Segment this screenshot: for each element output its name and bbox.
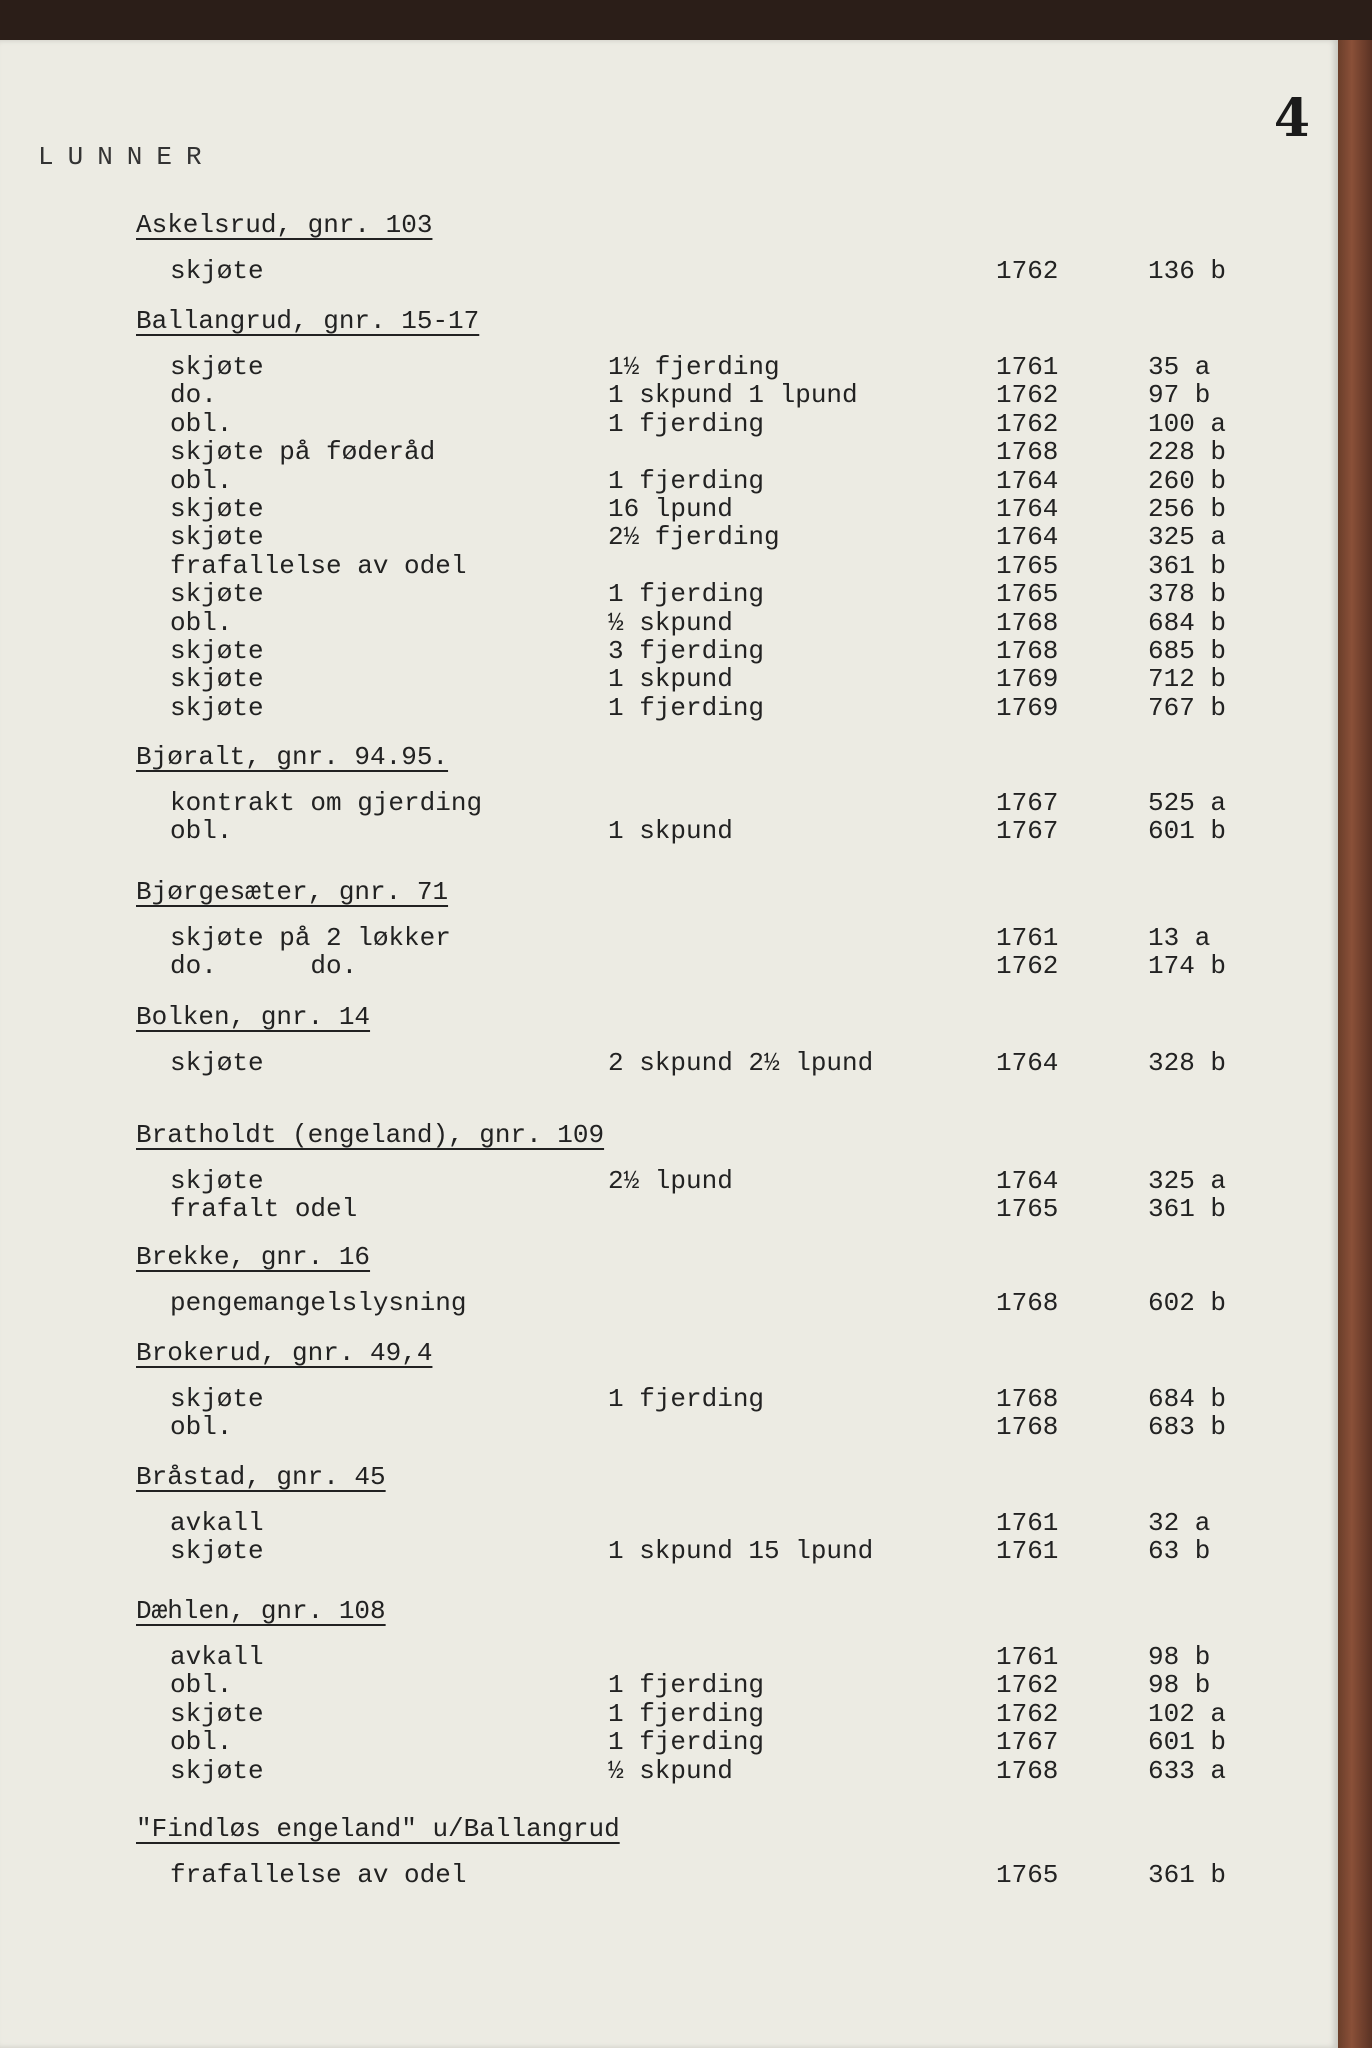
record-row [0,437,1338,468]
document-type: skjøte [170,494,264,524]
record-year: 1765 [996,550,1059,581]
record-year: 1762 [996,256,1059,286]
folio-reference: 256 b [1148,494,1227,524]
folio-reference: 32 a [1148,1508,1211,1538]
record-row [0,1166,1338,1194]
farm-heading: Bjørgesæter, gnr. 71 [136,877,449,907]
document-type: skjøte [170,664,264,695]
land-amount: 1 fjerding [608,408,765,439]
document-type: obl. [170,607,233,638]
record-year: 1761 [996,1508,1059,1538]
record-year: 1768 [996,1288,1059,1318]
farm-heading: Dæhlen, gnr. 108 [136,1596,386,1626]
record-row [0,380,1338,411]
record-year: 1768 [996,636,1059,666]
record-row [0,664,1338,695]
record-year: 1765 [996,1860,1059,1890]
record-year: 1768 [996,1384,1059,1414]
farm-heading: Askelsrud, gnr. 103 [136,210,433,240]
document-type: skjøte [170,352,264,382]
folio-reference: 685 b [1148,636,1227,666]
document-type: do. do. [170,951,358,982]
record-row [0,494,1338,522]
land-amount: 1 fjerding [608,1670,765,1701]
record-row [0,1860,1338,1888]
record-row [0,1727,1338,1758]
farm-heading: Bolken, gnr. 14 [136,1002,371,1032]
land-amount: ½ skpund [608,1755,733,1786]
document-type: skjøte [170,256,264,286]
document-type: obl. [170,465,233,496]
record-row [0,608,1338,636]
farm-heading: "Findløs engeland" u/Ballangrud [136,1814,620,1844]
document-type: kontrakt om gjerding [170,788,483,818]
document-page [0,40,1338,2048]
land-amount: 2½ lpund [608,1166,733,1196]
scanner-top-strip [0,0,1372,40]
record-row [0,816,1338,847]
record-year: 1764 [996,494,1059,524]
folio-reference: 525 a [1148,788,1227,818]
record-row [0,1048,1338,1076]
record-row [0,1756,1338,1784]
folio-reference: 63 b [1148,1536,1211,1567]
folio-reference: 260 b [1148,465,1227,496]
farm-heading: Brokerud, gnr. 49,4 [136,1338,433,1368]
record-row [0,1670,1338,1701]
land-amount: 2½ fjerding [608,522,780,553]
folio-reference: 601 b [1148,816,1227,847]
document-type: skjøte [170,1536,264,1567]
document-type: obl. [170,408,233,439]
land-amount: 1½ fjerding [608,352,780,382]
record-row [0,352,1338,380]
record-row [0,1194,1338,1225]
record-row [0,788,1338,816]
document-type: obl. [170,816,233,847]
record-row [0,923,1338,951]
record-year: 1764 [996,522,1059,553]
record-row [0,579,1338,610]
land-amount: 1 skpund [608,664,733,695]
land-amount: 1 fjerding [608,465,765,496]
folio-reference: 361 b [1148,550,1227,581]
record-row [0,1412,1338,1443]
folio-reference: 633 a [1148,1755,1227,1786]
record-row [0,522,1338,553]
book-binding-edge [1338,40,1372,2048]
record-year: 1767 [996,1727,1059,1758]
land-amount: 3 fjerding [608,636,765,666]
land-amount: 1 skpund 15 lpund [608,1536,874,1567]
record-year: 1762 [996,951,1059,982]
folio-reference: 361 b [1148,1194,1227,1225]
record-row [0,466,1338,494]
record-year: 1769 [996,692,1059,723]
record-row [0,1699,1338,1727]
document-type: skjøte [170,1048,264,1078]
document-type: obl. [170,1670,233,1701]
page-number: 4 [1273,88,1310,149]
folio-reference: 13 a [1148,923,1211,953]
folio-reference: 361 b [1148,1860,1227,1890]
record-row [0,409,1338,437]
land-amount: 1 fjerding [608,692,765,723]
land-amount: ½ skpund [608,607,733,638]
document-type: skjøte [170,522,264,553]
document-type: obl. [170,1412,233,1443]
document-type: skjøte på føderåd [170,437,436,468]
record-row [0,1536,1338,1567]
record-year: 1769 [996,664,1059,695]
folio-reference: 325 a [1148,522,1227,553]
farm-heading: Bratholdt (engeland), gnr. 109 [136,1120,605,1150]
record-year: 1765 [996,1194,1059,1225]
folio-reference: 228 b [1148,437,1227,468]
record-year: 1768 [996,437,1059,468]
document-type: avkall [170,1642,264,1672]
record-year: 1764 [996,1166,1059,1196]
farm-heading: Bjøralt, gnr. 94.95. [136,742,449,772]
folio-reference: 712 b [1148,664,1227,695]
document-type: frafallelse av odel [170,1860,467,1890]
land-amount: 1 fjerding [608,1698,765,1729]
folio-reference: 683 b [1148,1412,1227,1443]
folio-reference: 767 b [1148,692,1227,723]
record-year: 1762 [996,408,1059,439]
folio-reference: 97 b [1148,380,1211,411]
record-row [0,551,1338,579]
folio-reference: 136 b [1148,256,1227,286]
record-year: 1761 [996,1642,1059,1672]
record-year: 1764 [996,465,1059,496]
document-type: pengemangelslysning [170,1288,467,1318]
record-row [0,693,1338,721]
farm-heading: Brekke, gnr. 16 [136,1242,371,1272]
document-type: frafallelse av odel [170,550,467,581]
record-year: 1767 [996,816,1059,847]
record-year: 1768 [996,607,1059,638]
record-row [0,1288,1338,1316]
document-type: skjøte [170,579,264,610]
record-year: 1762 [996,1670,1059,1701]
record-year: 1761 [996,923,1059,953]
register-content [0,40,1338,2048]
land-amount: 1 skpund 1 lpund [608,380,858,411]
document-type: skjøte [170,1384,264,1414]
record-year: 1765 [996,579,1059,610]
document-type: skjøte [170,1166,264,1196]
land-amount: 1 fjerding [608,579,765,610]
land-amount: 1 fjerding [608,1727,765,1758]
land-amount: 16 lpund [608,494,733,524]
record-row [0,636,1338,664]
folio-reference: 102 a [1148,1698,1227,1729]
folio-reference: 100 a [1148,408,1227,439]
folio-reference: 174 b [1148,951,1227,982]
folio-reference: 35 a [1148,352,1211,382]
document-type: do. [170,380,217,411]
folio-reference: 684 b [1148,607,1227,638]
folio-reference: 684 b [1148,1384,1227,1414]
folio-reference: 328 b [1148,1048,1227,1078]
document-type: skjøte [170,692,264,723]
land-amount: 2 skpund 2½ lpund [608,1048,874,1078]
record-row [0,256,1338,284]
record-year: 1768 [996,1412,1059,1443]
folio-reference: 325 a [1148,1166,1227,1196]
document-type: skjøte på 2 løkker [170,923,451,953]
record-year: 1768 [996,1755,1059,1786]
farm-heading: Ballangrud, gnr. 15-17 [136,306,480,336]
record-year: 1762 [996,380,1059,411]
record-row [0,1508,1338,1536]
land-amount: 1 skpund [608,816,733,847]
record-year: 1767 [996,788,1059,818]
folio-reference: 98 b [1148,1642,1211,1672]
land-amount: 1 fjerding [608,1384,765,1414]
folio-reference: 602 b [1148,1288,1227,1318]
folio-reference: 98 b [1148,1670,1211,1701]
document-type: frafalt odel [170,1194,358,1225]
document-type: skjøte [170,1698,264,1729]
folio-reference: 378 b [1148,579,1227,610]
record-row [0,1384,1338,1412]
district-heading: LUNNER [38,142,216,172]
record-row [0,1642,1338,1670]
record-year: 1761 [996,352,1059,382]
document-type: skjøte [170,636,264,666]
record-row [0,951,1338,982]
farm-heading: Bråstad, gnr. 45 [136,1462,386,1492]
document-type: avkall [170,1508,264,1538]
record-year: 1764 [996,1048,1059,1078]
document-type: obl. [170,1727,233,1758]
document-type: skjøte [170,1755,264,1786]
record-year: 1761 [996,1536,1059,1567]
record-year: 1762 [996,1698,1059,1729]
folio-reference: 601 b [1148,1727,1227,1758]
